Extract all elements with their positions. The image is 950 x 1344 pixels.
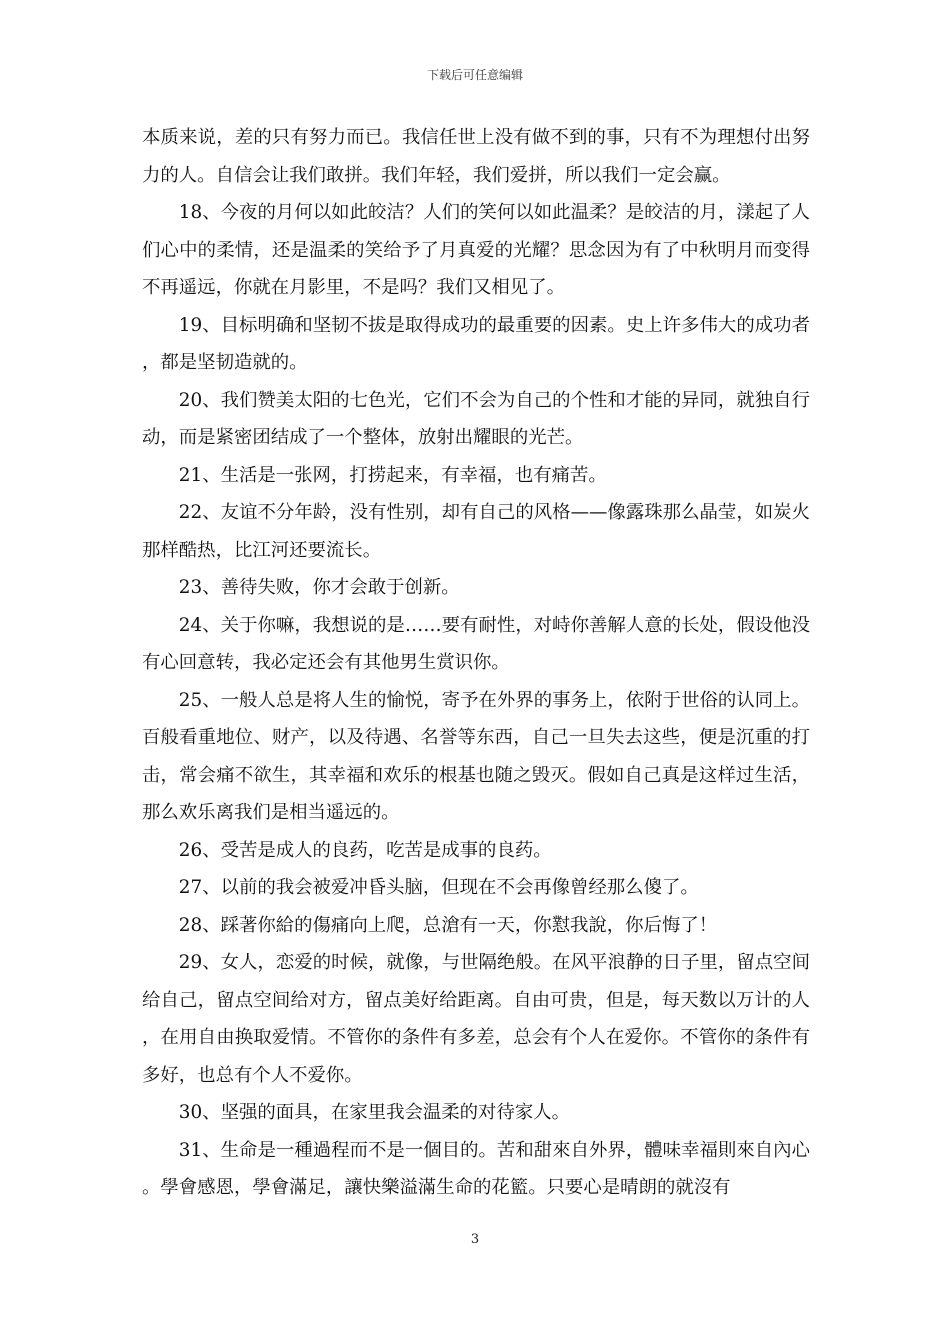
paragraph: 18、今夜的月何以如此皎洁？人们的笑何以如此温柔？是皎洁的月，漾起了人们心中的柔情，还是温柔的笑给予了月真爱的光耀？思念因为有了中秋明月而变得不再遥远，你就在月影里，不是吗？我们又相见了。 <box>142 202 810 298</box>
paragraph: 25、一般人总是将人生的愉悦，寄予在外界的事务上，依附于世俗的认同上。百般看重地位、财产，以及待遇、名誉等东西，自己一旦失去这些，便是沉重的打击，常会痛不欲生，其幸福和欢乐的根基也随之毁灭。假如自己真是这样过生活，那么欢乐离我们是相当遥远的。 <box>142 689 810 823</box>
paragraph: 21、生活是一张网，打捞起来，有幸福，也有痛苦。 <box>178 464 607 486</box>
paragraph: 29、女人，恋爱的时候，就像，与世隔绝般。在风平浪静的日子里，留点空间给自己，留点空间给对方，留点美好给距离。自由可贵，但是，每天数以万计的人，在用自由换取爱情。不管你的条件有多差，总会有个人在爱你。不管你的条件有多好，也总有个人不爱你。 <box>142 952 810 1086</box>
paragraph: 23、善待失败，你才会敢于创新。 <box>178 577 460 598</box>
document-body <box>142 119 810 1207</box>
paragraph: 20、我们赞美太阳的七色光，它们不会为自己的个性和才能的异同，就独自行动，而是紧密团结成了一个整体，放射出耀眼的光芒。 <box>142 389 810 448</box>
paragraph: 30、坚强的面具，在家里我会温柔的对待家人。 <box>178 1102 571 1123</box>
paragraph: 24、关于你嘛，我想说的是……要有耐性，对峙你善解人意的长处，假设他没有心回意转，我必定还会有其他男生赏识你。 <box>142 614 810 673</box>
paragraph: 19、目标明确和坚韧不拔是取得成功的最重要的因素。史上许多伟大的成功者，都是坚韧造就的。 <box>142 314 810 373</box>
paragraph: 27、以前的我会被爱冲昏头脑，但现在不会再像曾经那么傻了。 <box>178 877 699 898</box>
page-header: 下载后可任意编辑 <box>426 68 523 82</box>
paragraph: 31、生命是一種過程而不是一個目的。苦和甜來自外界，體味幸福則來自內心。學會感恩，學會滿足，讓快樂溢滿生命的花籃。只要心是晴朗的就沒有 <box>142 1139 810 1198</box>
paragraph: 22、友谊不分年龄，没有性别，却有自己的风格——像露珠那么晶莹，如炭火那样酷热，比江河还要流长。 <box>142 502 810 561</box>
page-number: 3 <box>470 1232 480 1247</box>
paragraph: 28、踩著你給的傷痛向上爬，总滄有一天，你懟我說，你后悔了！ <box>178 914 718 936</box>
paragraph: 本质来说，差的只有努力而已。我信任世上没有做不到的事，只有不为理想付出努力的人。自信会让我们敢拼。我们年轻，我们爱拼，所以我们一定会赢。 <box>142 127 810 186</box>
paragraph: 26、受苦是成人的良药，吃苦是成事的良药。 <box>178 839 552 861</box>
